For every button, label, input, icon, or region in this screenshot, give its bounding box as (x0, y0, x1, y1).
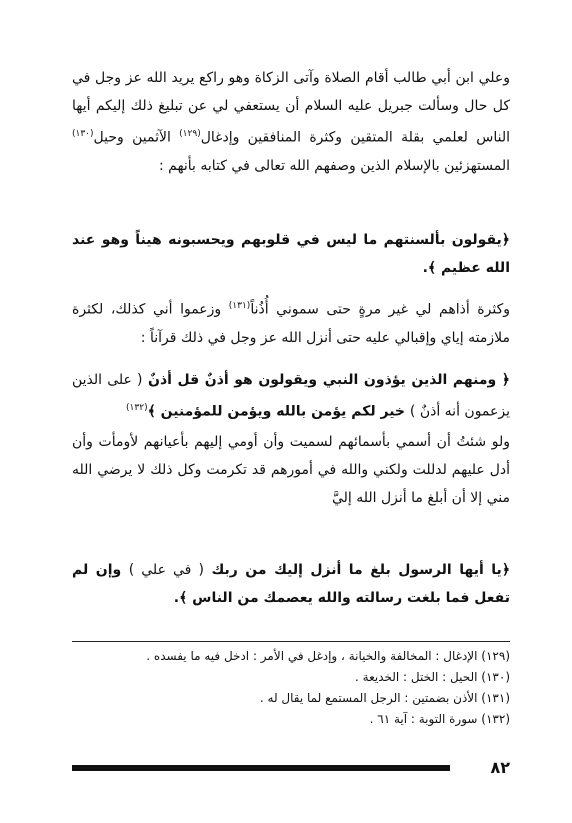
footnote-132: (١٣٢) سورة التوبة : آية ٦١ . (369, 712, 510, 726)
quran-quote-2-gloss: ( على الذين يزعمون أنه أذنٌ ) (72, 372, 510, 420)
footnote-divider (72, 641, 510, 642)
paragraph-2-text-a: وكثرة أذاهم لي غير مرةٍ حتى سموني أُذُناً (250, 301, 511, 318)
quran-quote-2-a: ﴿ ومنهم الذين يؤذون النبي ويقولون هو أذنٌ قل أذنٌ (148, 372, 511, 388)
paragraph-2-text-b: وزعموا أني كذلك، لكثرة ملازمته إياي وإقبالي عليه حتى أنزل الله عز وجل في ذلك قرآناً : (72, 301, 510, 346)
footnote-ref-132: (١٣٢) (126, 403, 148, 413)
footnotes-list (72, 646, 510, 730)
footnote-130: (١٣٠) الحيل : الختل : الخديعة . (355, 670, 510, 684)
footnote-ref-130: (١٣٠) (72, 129, 94, 139)
footnote-129: (١٢٩) الإدغال : المخالفة والخيانة ، وإدغل في الأمر : ادخل فيه ما يفسده . (146, 649, 510, 663)
paragraph-1 (72, 64, 510, 180)
paragraph-1-text-c: المستهزئين بالإسلام الذين وصفهم الله تعالى في كتابه بأنهم : (158, 157, 510, 174)
quran-quote-3-a: ﴿يا أيها الرسول بلغ ما أنزل إليك من ربك (211, 562, 511, 578)
paragraph-1-text: وعلي ابن أبي طالب أقام الصلاة وآتى الزكاة وهو راكع يريد الله عز وجل في كل حال وسألت جبريل عليه السلام أن يستعفي لي عن تبليغ ذلك إليكم أيها الناس لعلمي بقلة المتقين وكثرة المنافقين وإدغال (72, 70, 510, 146)
footer-bar (72, 765, 450, 771)
quran-quote-3-gloss: ( في علي ) (128, 562, 204, 578)
footnote-ref-129: (١٢٩) (179, 129, 201, 139)
footnote-ref-131: (١٣١) (228, 301, 251, 311)
paragraph-1-text-b: الآثمين وحيل (93, 129, 171, 146)
footnote-131: (١٣١) الأذن بضمتين : الرجل المستمع لما يقال له . (259, 691, 510, 705)
quran-quote-2-c: خير لكم يؤمن بالله ويؤمن للمؤمنين ﴾ (147, 403, 406, 420)
paragraph-3: ولو شئتُ أن أسمي بأسمائهم لسميت وأن أومي إليهم بأعيانهم لأومأت وأن أدل عليهم لدللت ولكني والله في أمورهم قد تكرمت وكل ذلك لا يرضي الله مني إلا أن أبلغ ما أنزل الله إليَّ (72, 434, 510, 506)
quran-quote-3 (72, 556, 510, 612)
quran-quote-3-c: وإن لم تفعل فما بلغت رسالته والله يعصمك من الناس ﴾. (72, 562, 510, 606)
paragraph-2 (72, 292, 510, 352)
quran-quote-2 (72, 366, 510, 426)
quran-quote-1: ﴿يقولون بألسنتهم ما ليس في قلوبهم ويحسبونه هيناً وهو عند الله عظيم ﴾. (72, 232, 510, 276)
page-number: ٨٢ (490, 758, 510, 777)
